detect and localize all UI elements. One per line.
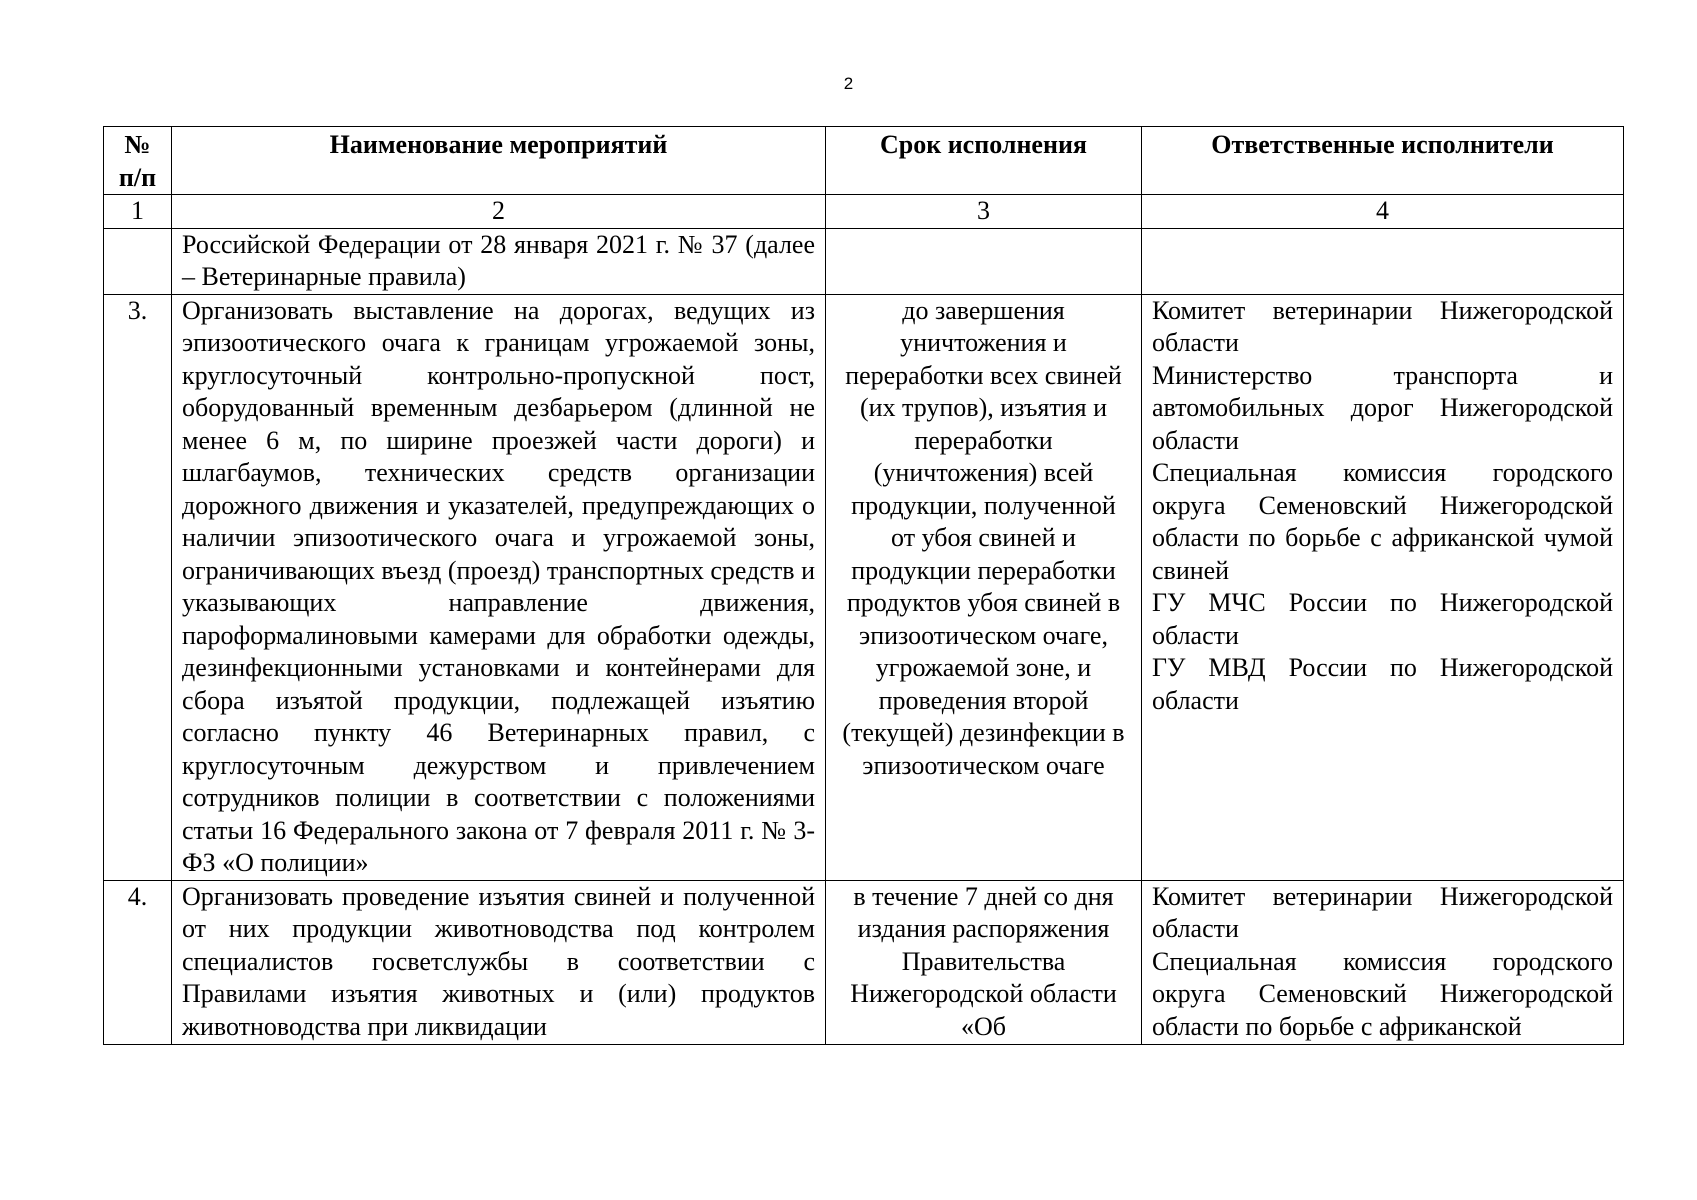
table-row xyxy=(104,228,1624,294)
header-term: Срок исполнения xyxy=(826,127,1142,195)
header-name: Наименование мероприятий xyxy=(172,127,826,195)
column-number: 1 xyxy=(104,195,172,229)
deadline xyxy=(826,880,1142,1044)
deadline: до завершения уничтожения и переработки всех свиней (их трупов), изъятия и переработки (уничтожения) всей продукции, полученной от убоя свиней и продукции переработки продуктов убоя свиней в эпизоотическом очаге, угрожаемой зоне, и проведения второй (текущей) дезинфекции в эпизоотическом очаге xyxy=(826,294,1142,880)
executor: ГУ МЧС России по Нижегородской области xyxy=(1152,588,1613,650)
column-number: 2 xyxy=(172,195,826,229)
activity-name: Организовать выставление на дорогах, ведущих из эпизоотического очага к границам угрожаемой зоны, круглосуточный контрольно-пропускной пост, оборудованный временным дезбарьером (длинной не менее 6 м, по ширине проезжей части дороги) и шлагбаумов, технических средств организации дорожного движения и указателей, предупреждающих о наличии эпизоотического очага и угрожаемой зоны, ограничивающих въезд (проезд) транспортных средств и указывающих направление движения, пароформалиновыми камерами для обработки одежды, дезинфекционными установками и контейнерами для сбора изъятой продукции, подлежащей изъятию согласно пункту 46 Ветеринарных правил, с круглосуточным дежурством и привлечением сотрудников полиции в соответствии с положениями статьи 16 Федерального закона от 7 февраля 2011 г. № 3-ФЗ «О полиции» xyxy=(172,294,826,880)
row-number: 3. xyxy=(104,294,172,880)
executors xyxy=(1142,294,1624,880)
executor: Специальная комиссия городского округа Семеновский Нижегородской области по борьбе с африканской xyxy=(1152,946,1613,1041)
deadline-text: в течение 7 дней со дня издания распоряжения Правительства Нижегородской области «Об xyxy=(850,881,1117,1041)
activity-name: Российской Федерации от 28 января 2021 г. № 37 (далее – Ветеринарные правила) xyxy=(172,228,826,294)
header-num: № п/п xyxy=(104,127,172,195)
header-exec: Ответственные исполнители xyxy=(1142,127,1624,195)
activity-name-text: Организовать проведение изъятия свиней и полученной от них продукции животноводства под контролем специалистов госветслужбы в соответствии с Правилами изъятия животных и (или) продуктов животноводства при ликвидации xyxy=(182,881,815,1041)
table-row xyxy=(104,294,1624,880)
page-number: 2 xyxy=(843,74,854,93)
executor: Комитет ветеринарии Нижегородской области xyxy=(1152,881,1613,943)
activity-name xyxy=(172,880,826,1044)
executors xyxy=(1142,880,1624,1044)
row-number xyxy=(104,228,172,294)
executor: Комитет ветеринарии Нижегородской области xyxy=(1152,295,1613,357)
table-header-row xyxy=(104,127,1624,195)
column-number: 4 xyxy=(1142,195,1624,229)
deadline xyxy=(826,228,1142,294)
action-plan-table xyxy=(103,126,1624,1045)
column-number: 3 xyxy=(826,195,1142,229)
executor: ГУ МВД России по Нижегородской области xyxy=(1152,653,1613,715)
executors xyxy=(1142,228,1624,294)
table-row xyxy=(104,880,1624,1044)
row-number: 4. xyxy=(104,880,172,1044)
executor: Министерство транспорта и автомобильных дорог Нижегородской области xyxy=(1152,360,1613,455)
executor: Специальная комиссия городского округа Семеновский Нижегородской области по борьбе с африканской чумой свиней xyxy=(1152,458,1613,585)
column-number-row xyxy=(104,195,1624,229)
